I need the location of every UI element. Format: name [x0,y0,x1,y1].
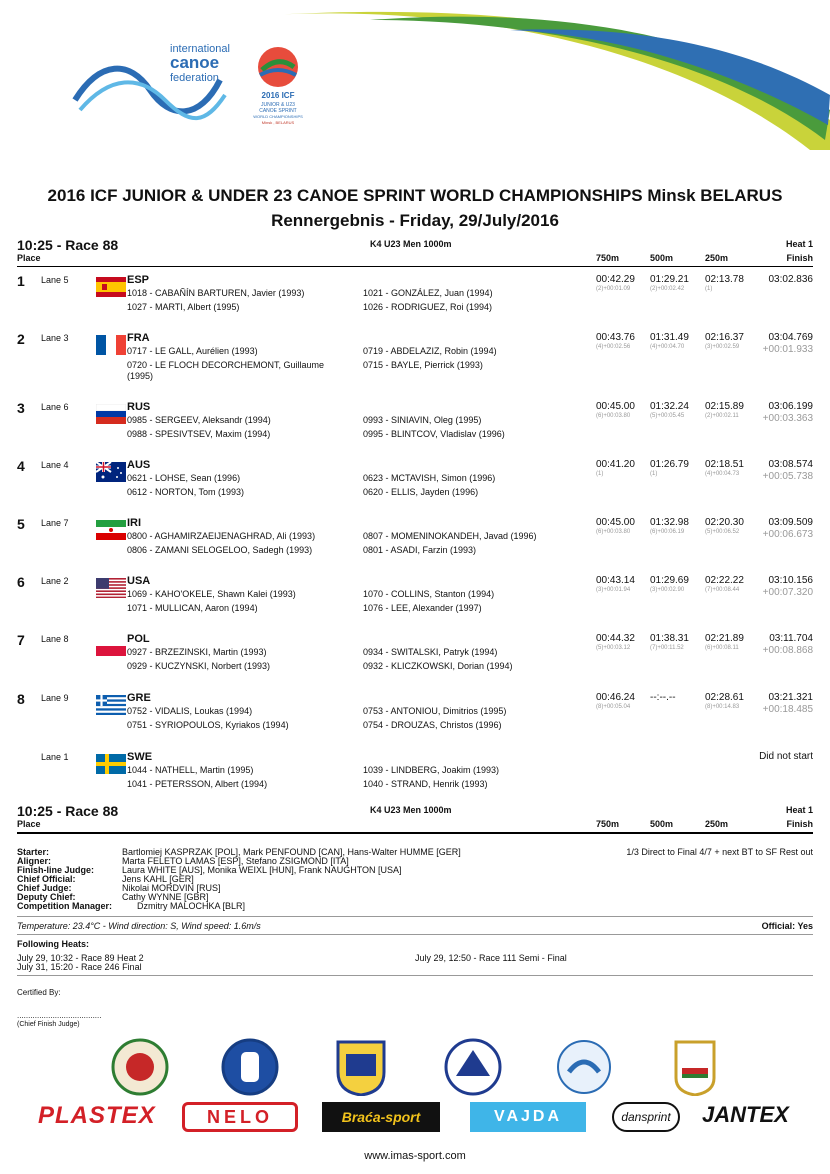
finish-time: 03:09.509 [768,517,813,528]
following-heat: July 29, 10:32 - Race 89 Heat 2 [17,953,144,963]
flag-pol-icon [96,636,126,656]
result-row [17,516,813,556]
lane-label: Lane 4 [41,460,69,470]
col-250: 250m [705,819,729,829]
split-250: 02:16.37 [705,332,744,343]
place-number: 1 [17,273,25,289]
divider [17,934,813,935]
result-row [17,750,813,790]
svg-text:WORLD CHAMPIONSHIPS: WORLD CHAMPIONSHIPS [253,114,303,119]
athlete-name: 0985 - SERGEEV, Aleksandr (1994) [127,415,271,425]
time-behind: +00:06.673 [762,529,813,540]
split-750-rank: (8)+00:05.04 [596,704,631,710]
emblem-3 [332,1038,390,1096]
athlete-name: 0751 - SYRIOPOULOS, Kyriakos (1994) [127,720,289,730]
split-750-rank: (2)+00:01.09 [596,286,631,292]
split-500-rank: (2)+00:02.42 [650,286,685,292]
split-500-rank: (1) [650,471,658,477]
flag-swe-icon [96,754,126,774]
svg-text:2016 ICF: 2016 ICF [261,91,295,100]
col-500: 500m [650,819,674,829]
race-time: 10:25 - Race 88 [17,803,119,819]
split-750: 00:43.14 [596,575,635,586]
split-250-rank: (4)+00:04.73 [705,471,740,477]
athlete-name: 1076 - LEE, Alexander (1997) [363,603,482,613]
signature-line: ...................................... [17,1011,102,1020]
athlete-name: 0612 - NORTON, Tom (1993) [127,487,245,497]
finish-time: Did not start [759,751,813,762]
place-number: 3 [17,400,25,416]
footer-url: www.imas-sport.com [364,1150,466,1162]
lane-label: Lane 8 [41,634,69,644]
result-row [17,691,813,731]
time-behind: +00:08.868 [762,645,813,656]
split-750: 00:42.29 [596,274,635,285]
athlete-name: 0993 - SINIAVIN, Oleg (1995) [363,415,482,425]
split-750-rank: (5)+00:03.12 [596,645,631,651]
emblem-5 [555,1038,613,1096]
athlete-name: 1018 - CABAÑÍN BARTUREN, Javier (1993) [127,288,305,298]
split-250: 02:21.89 [705,633,744,644]
lane-label: Lane 9 [41,693,69,703]
athlete-name: 0807 - MOMENINOKANDEH, Javad (1996) [363,531,537,541]
split-250-rank: (3)+00:02.59 [705,344,740,350]
nation-code: ESP [127,274,150,286]
svg-text:CANOE SPRINT: CANOE SPRINT [259,108,297,114]
flag-esp-icon [96,277,126,297]
split-750-rank: (3)+00:01.94 [596,587,631,593]
place-number: 8 [17,691,25,707]
chief-finish-judge-label: (Chief Finish Judge) [17,1021,80,1028]
svg-text:Minsk , BELARUS: Minsk , BELARUS [261,120,295,125]
svg-text:international: international [170,43,230,55]
split-500: 01:32.98 [650,517,689,528]
heat-label: Heat 1 [785,805,813,815]
athlete-name: 0715 - BAYLE, Pierrick (1993) [363,360,483,370]
athlete-name: 0620 - ELLIS, Jayden (1996) [363,487,479,497]
flag-aus-icon [96,462,126,482]
col-finish: Finish [786,819,813,829]
qualification-rule: 1/3 Direct to Final 4/7 + next BT to SF Rest out [626,847,813,857]
athlete-name: 0621 - LOHSE, Sean (1996) [127,473,241,483]
flag-rus-icon [96,404,126,424]
athlete-name: 0753 - ANTONIOU, Dimitrios (1995) [363,706,507,716]
athlete-name: 0754 - DROUZAS, Christos (1996) [363,720,502,730]
nation-code: POL [127,633,150,645]
split-750: 00:45.00 [596,517,635,528]
split-250-rank: (5)+00:06.52 [705,529,740,535]
sponsor-logo: NELO [182,1102,298,1132]
athlete-name: 1040 - STRAND, Henrik (1993) [363,779,488,789]
flag-gre-icon [96,695,126,715]
split-500-rank: (6)+00:06.19 [650,529,685,535]
flag-usa-icon [96,578,126,598]
time-behind: +00:01.933 [762,344,813,355]
place-number: 6 [17,574,25,590]
split-500-rank: (4)+00:04.70 [650,344,685,350]
split-500: 01:29.69 [650,575,689,586]
lane-label: Lane 2 [41,576,69,586]
athlete-name: 1044 - NATHELL, Martin (1995) [127,765,254,775]
split-250-rank: (7)+00:08.44 [705,587,740,593]
athlete-name: 0934 - SWITALSKI, Patryk (1994) [363,647,498,657]
emblem-4 [444,1038,502,1096]
athlete-name: 0988 - SPESIVTSEV, Maxim (1994) [127,429,271,439]
sponsor-logo: VAJDA [470,1102,586,1132]
finish-time: 03:02.836 [768,274,813,285]
certified-by: Certified By: [17,988,61,997]
lane-label: Lane 3 [41,333,69,343]
athlete-name: 0800 - AGHAMIRZAEIJENAGHRAD, Ali (1993) [127,531,316,541]
following-heat: July 29, 12:50 - Race 111 Semi - Final [415,953,567,963]
page-subtitle: Rennergebnis - Friday, 29/July/2016 [271,211,559,230]
nation-code: FRA [127,332,150,344]
finish-time: 03:10.156 [768,575,813,586]
svg-text:federation: federation [170,72,219,84]
sponsor-logo: dansprint [612,1102,680,1132]
athlete-name: 0932 - KLICZKOWSKI, Dorian (1994) [363,661,513,671]
athlete-name: 1027 - MARTI, Albert (1995) [127,302,240,312]
split-250-rank: (8)+00:14.83 [705,704,740,710]
split-500-rank: (3)+00:02.90 [650,587,685,593]
split-500: 01:32.24 [650,401,689,412]
result-row [17,632,813,672]
header-rule [17,832,813,834]
result-row [17,273,813,313]
sponsor-logo: JANTEX [702,1102,789,1127]
finish-time: 03:06.199 [768,401,813,412]
split-250-rank: (1) [705,286,713,292]
nation-code: SWE [127,751,153,763]
following-heats-title: Following Heats: [17,939,89,949]
place-col: Place [17,253,41,263]
split-250: 02:28.61 [705,692,744,703]
nation-code: GRE [127,692,151,704]
split-750: 00:44.32 [596,633,635,644]
split-750: 00:41.20 [596,459,635,470]
nation-code: RUS [127,401,151,413]
split-250: 02:20.30 [705,517,744,528]
split-750-rank: (4)+00:02.56 [596,344,631,350]
nation-code: IRI [127,517,142,529]
sponsor-logo: PLASTEX [38,1102,156,1129]
finish-time: 03:21.321 [768,692,813,703]
place-number: 2 [17,331,25,347]
split-750-rank: (6)+00:03.80 [596,413,631,419]
athlete-name: 1069 - KAHO'OKELE, Shawn Kalei (1993) [127,589,296,599]
split-750: 00:46.24 [596,692,635,703]
athlete-name: 0752 - VIDALIS, Loukas (1994) [127,706,253,716]
athlete-name: 1039 - LINDBERG, Joakim (1993) [363,765,500,775]
split-250: 02:13.78 [705,274,744,285]
finish-time: 03:08.574 [768,459,813,470]
split-250: 02:18.51 [705,459,744,470]
race-time: 10:25 - Race 88 [17,237,119,253]
officials-block: Starter: Bartlomiej KASPRZAK [POL], Mark PENFOUND [CAN], Hans-Walter HUMME [GER] Aligner: Marta FELETO LAMAS [ESP], Stefano ZSIGMOND [ITA] Finish-line Judge: Laura WHITE [AUS], Monika WEIXL [HUN], Frank NAUGHTON [USA] Chief Official: Jens KAHL [GER] Chief Judge: Nikolai MORDVIN [RUS] Deputy Chief: Cathy WYNNE [GBR] Competition Manager: Dzmitry MALOCHKA [BLR] 1/3 Direct to Final 4/7 + next BT to SF Rest out [17,847,813,911]
results-footer-header [17,803,813,835]
following-heat: July 31, 15:20 - Race 246 Final [17,962,142,972]
athlete-name: 0806 - ZAMANI SELOGELOO, Sadegh (1993) [127,545,313,555]
event-name: K4 U23 Men 1000m [370,239,452,249]
nation-code: USA [127,575,151,587]
emblem-1 [111,1038,169,1096]
athlete-name: 0719 - ABDELAZIZ, Robin (1994) [363,346,497,356]
finish-time: 03:11.704 [769,633,813,644]
col-finish: Finish [786,253,813,263]
time-behind: +00:05.738 [762,471,813,482]
result-row [17,574,813,614]
split-500: 01:31.49 [650,332,689,343]
split-250: 02:15.89 [705,401,744,412]
emblem-6 [666,1038,724,1096]
athlete-name: 0927 - BRZEZINSKI, Martin (1993) [127,647,267,657]
split-750-rank: (1) [596,471,604,477]
lane-label: Lane 7 [41,518,69,528]
time-behind: +00:03.363 [762,413,813,424]
result-row [17,458,813,498]
split-500: 01:26.79 [650,459,689,470]
svg-text:JUNIOR & U23: JUNIOR & U23 [261,102,295,108]
weather-info: Temperature: 23.4°C - Wind direction: S, Wind speed: 1.6m/s [17,921,261,931]
split-500-rank: (7)+00:11.52 [650,645,684,651]
place-number: 7 [17,632,25,648]
split-250-rank: (2)+00:02.11 [705,413,739,419]
athlete-name: 1026 - RODRIGUEZ, Roi (1994) [363,302,493,312]
place-col: Place [17,819,41,829]
athlete-name: 0720 - LE FLOCH DECORCHEMONT, Guillaume (1995) [127,360,325,381]
split-250-rank: (6)+00:08.11 [705,645,739,651]
athlete-name: 0623 - MCTAVISH, Simon (1996) [363,473,496,483]
divider [17,916,813,917]
athlete-name: 1041 - PETERSSON, Albert (1994) [127,779,268,789]
time-behind: +00:07.320 [762,587,813,598]
split-500-rank: (5)+00:05.45 [650,413,685,419]
col-500: 500m [650,253,674,263]
col-750: 750m [596,819,620,829]
lane-label: Lane 6 [41,402,69,412]
split-500: --:--.-- [650,692,676,703]
split-750: 00:43.76 [596,332,635,343]
athlete-name: 1021 - GONZÁLEZ, Juan (1994) [363,288,493,298]
athlete-name: 1070 - COLLINS, Stanton (1994) [363,589,495,599]
divider [17,975,813,976]
lane-label: Lane 1 [41,752,69,762]
nation-code: AUS [127,459,151,471]
result-row [17,331,813,381]
col-250: 250m [705,253,729,263]
split-500: 01:38.31 [650,633,689,644]
split-250: 02:22.22 [705,575,744,586]
svg-text:canoe: canoe [170,53,220,72]
split-500: 01:29.21 [650,274,689,285]
athlete-name: 0717 - LE GALL, Aurélien (1993) [127,346,258,356]
official-status: Official: Yes [761,921,813,931]
flag-fra-icon [96,335,126,355]
sponsor-logo: Braća-sport [322,1102,440,1132]
header-ribbon [250,0,830,160]
header-rule [17,266,813,267]
heat-label: Heat 1 [785,239,813,249]
event-name: K4 U23 Men 1000m [370,805,452,815]
athlete-name: 1071 - MULLICAN, Aaron (1994) [127,603,258,613]
place-number: 4 [17,458,25,474]
result-row [17,400,813,440]
finish-time: 03:04.769 [768,332,813,343]
athlete-name: 0929 - KUCZYNSKI, Norbert (1993) [127,661,271,671]
place-number: 5 [17,516,25,532]
page-title: 2016 ICF JUNIOR & UNDER 23 CANOE SPRINT WORLD CHAMPIONSHIPS Minsk BELARUS [47,186,783,205]
col-750: 750m [596,253,620,263]
split-750: 00:45.00 [596,401,635,412]
time-behind: +00:18.485 [762,704,813,715]
athlete-name: 0995 - BLINTCOV, Vladislav (1996) [363,429,505,439]
lane-label: Lane 5 [41,275,69,285]
results-header [17,237,813,269]
flag-iri-icon [96,520,126,540]
split-750-rank: (6)+00:03.80 [596,529,631,535]
emblem-2 [221,1038,279,1096]
athlete-name: 0801 - ASADI, Farzin (1993) [363,545,477,555]
